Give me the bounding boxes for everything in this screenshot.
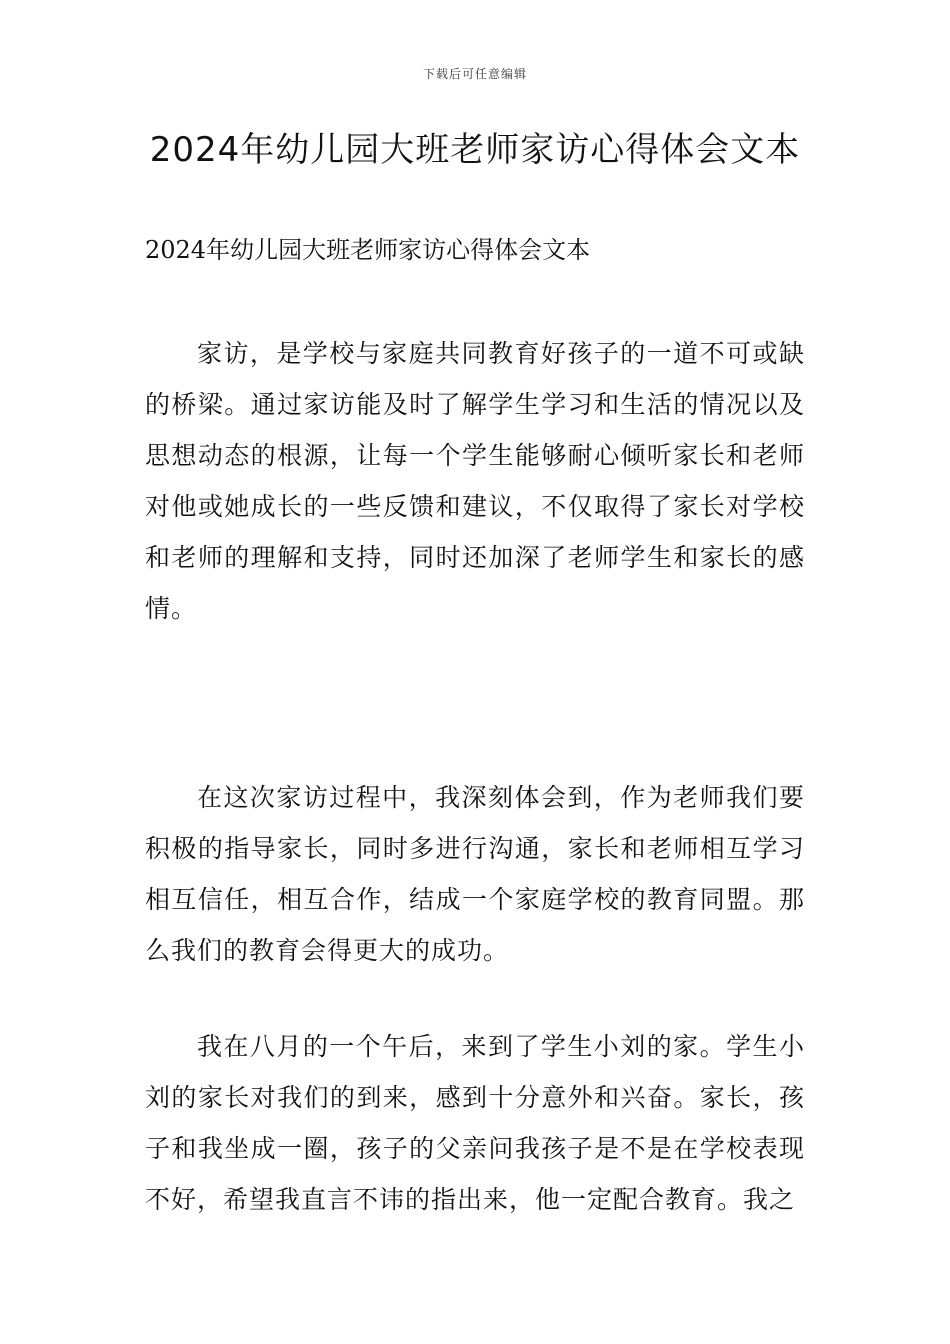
paragraph-3: 我在八月的一个午后，来到了学生小刘的家。学生小刘的家长对我们的到来，感到十分意外和兴奋。家长，孩子和我坐成一圈，孩子的父亲问我孩子是不是在学校表现不好，希望我直言不讳的指出来，他一定配合教育。我之 (145, 1032, 805, 1214)
header-note: 下载后可任意编辑 (422, 67, 527, 81)
paragraph-2: 在这次家访过程中，我深刻体会到，作为老师我们要积极的指导家长，同时多进行沟通，家长和老师相互学习相互信任，相互合作，结成一个家庭学校的教育同盟。那么我们的教育会得更大的成功。 (145, 783, 805, 965)
paragraph-1: 家访，是学校与家庭共同教育好孩子的一道不可或缺的桥梁。通过家访能及时了解学生学习和生活的情况以及思想动态的根源，让每一个学生能够耐心倾听家长和老师对他或她成长的一些反馈和建议，不仅取得了家长对学校和老师的理解和支持，同时还加深了老师学生和家长的感情。 (145, 339, 805, 623)
document-subtitle: 2024年幼儿园大班老师家访心得体会文本 (145, 236, 591, 264)
document-title: 2024年幼儿园大班老师家访心得体会文本 (149, 130, 801, 170)
